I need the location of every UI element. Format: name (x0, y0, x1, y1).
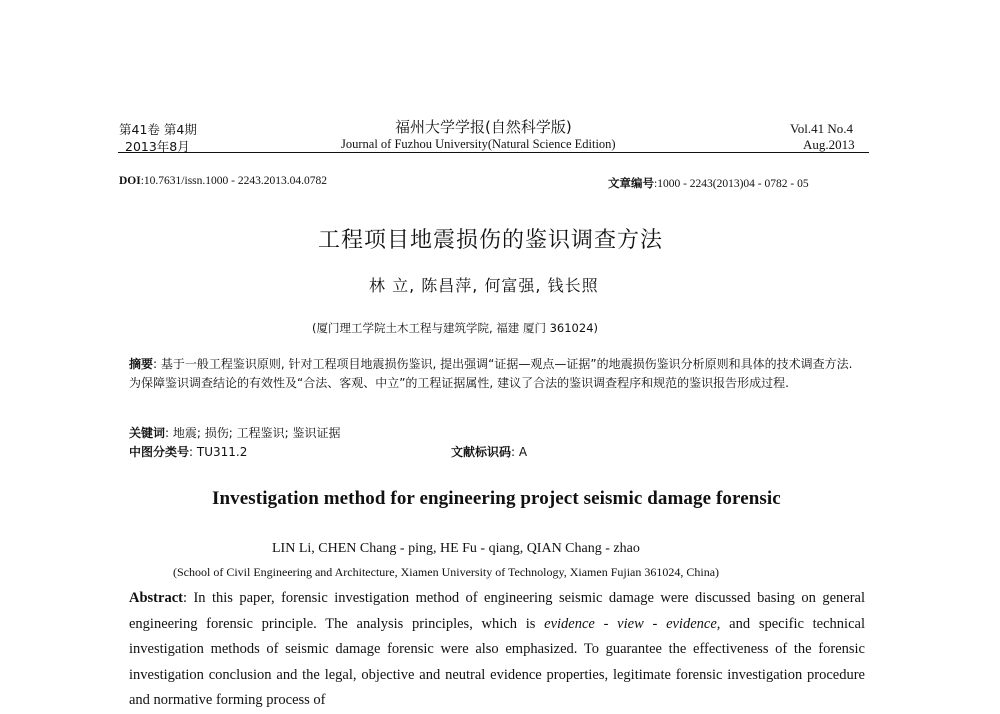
abstract-en-label: Abstract (129, 590, 183, 606)
affiliation-en: (School of Civil Engineering and Architecture, Xiamen University of Technology, Xiamen Fujian 361024, China) (173, 565, 720, 579)
article-number-value: :1000 - 2243(2013)04 - 0782 - 05 (654, 178, 809, 190)
document-code-cn-text: : A (511, 445, 528, 459)
abstract-en-text-2: , and specific technical investigation methods of seismic damage forensic were also emphasized. To guarantee the effectiveness of the forensic investigation conclusion and the legal, objective and neutral evidence properties, legitimate forensic investigation procedure and normative forming process of (129, 615, 865, 708)
authors-cn: 林 立, 陈昌萍, 何富强, 钱长照 (369, 276, 599, 295)
volume-issue: 第41卷 第4期 (119, 122, 197, 137)
title-cn: 工程项目地震损伤的鉴识调查方法 (318, 228, 664, 253)
volume-en: Vol.41 No.4 (790, 121, 853, 136)
classification-cn (129, 443, 247, 460)
article-number-line (608, 175, 809, 191)
affiliation-cn: (厦门理工学院土木工程与建筑学院, 福建 厦门 361024) (312, 321, 598, 335)
abstract-en (129, 586, 865, 714)
abstract-cn-label: 摘要 (129, 357, 154, 371)
abstract-cn (129, 355, 865, 393)
doi-value: :10.7631/issn.1000 - 2243.2013.04.0782 (140, 175, 327, 187)
authors-en: LIN Li, CHEN Chang - ping, HE Fu - qiang, QIAN Chang - zhao (272, 541, 640, 556)
title-en: Investigation method for engineering project seismic damage forensic (212, 488, 781, 509)
abstract-en-italic: evidence - view - evidence (544, 615, 717, 632)
keywords-cn (129, 424, 340, 441)
date-en: Aug.2013 (803, 137, 855, 152)
classification-cn-label: 中图分类号 (129, 445, 190, 459)
article-number-label: 文章编号 (608, 176, 654, 190)
journal-title-en: Journal of Fuzhou University(Natural Science Edition) (341, 137, 616, 151)
abstract-en-text-1: : In this paper, forensic investigation method of engineering seismic damage were discussed basing on general engineering forensic principle. The analysis principles, which is (129, 590, 865, 632)
keywords-cn-label: 关键词 (129, 426, 166, 440)
document-code-cn (451, 443, 527, 460)
document-code-cn-label: 文献标识码 (451, 445, 512, 459)
classification-cn-text: : TU311.2 (189, 445, 248, 459)
doi-label: DOI (119, 175, 141, 187)
journal-title-cn: 福州大学学报(自然科学版) (395, 118, 572, 136)
abstract-cn-text: : 基于一般工程鉴识原则, 针对工程项目地震损伤鉴识, 提出强调“证据—观点—证据”的地震损伤鉴识分析原则和具体的技术调查方法. 为保障鉴识调查结论的有效性及“合法、客观、中立”的工程证据属性, 建议了合法的鉴识调查程序和规范的鉴识报告形成过程. (129, 357, 853, 390)
date-cn: 2013年8月 (125, 139, 190, 154)
keywords-cn-text: : 地震; 损伤; 工程鉴识; 鉴识证据 (165, 426, 341, 440)
doi-line (119, 175, 327, 187)
header-rule (118, 152, 869, 153)
